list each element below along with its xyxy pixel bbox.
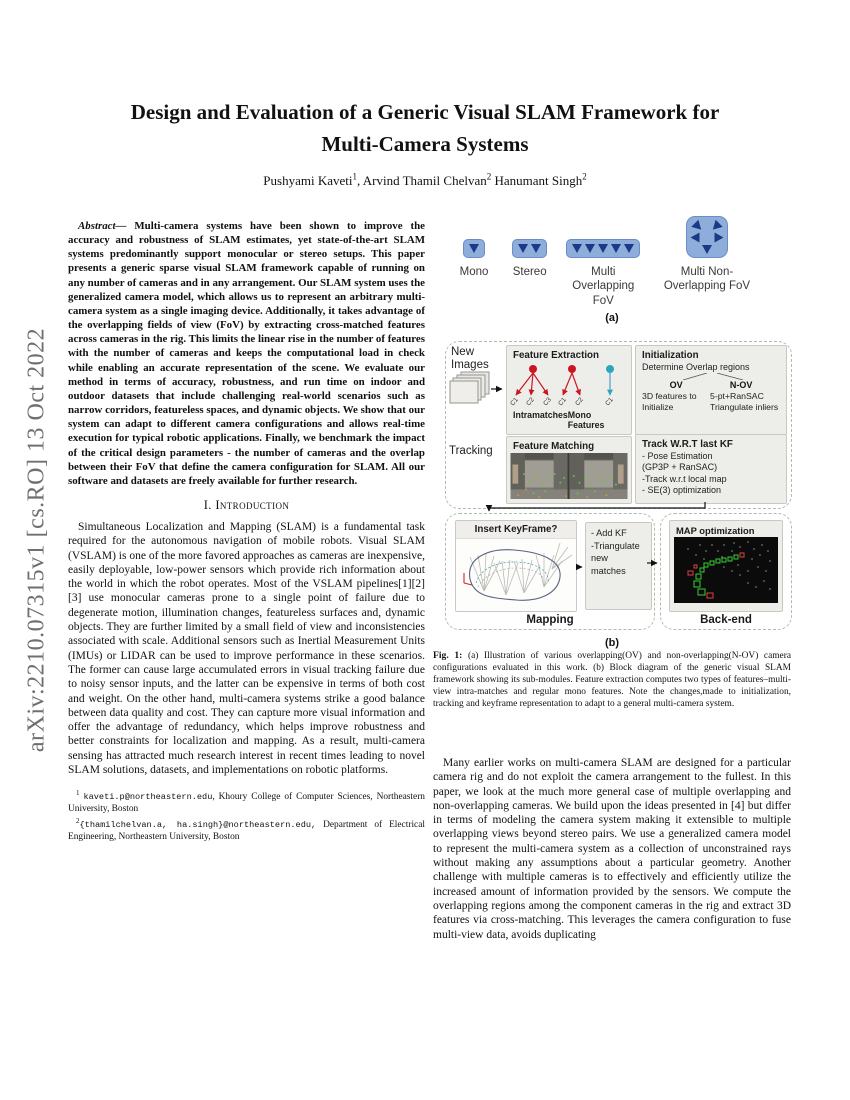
- section-heading-introduction: I. Introduction: [203, 497, 290, 512]
- figure1-caption-tag: Fig. 1:: [433, 650, 463, 661]
- add-kf-line: -Triangulate: [591, 540, 640, 551]
- right-column: [433, 210, 791, 1070]
- keyframe-sketch: [456, 539, 574, 609]
- config-mono: [453, 210, 495, 308]
- initialization-box: [635, 345, 787, 435]
- track-kf-line: -Track w.r.t local map: [642, 473, 727, 484]
- track-kf-line: (GP3P + RanSAC): [642, 462, 718, 473]
- add-kf-box: [585, 522, 652, 610]
- tracking-label: Tracking: [449, 445, 493, 457]
- nov-text: 5-pt+RanSAC Triangulate inliers: [710, 391, 779, 412]
- figure1-caption-text: (a) Illustration of various overlapping(OV) and non-overlapping(N-OV) camera configurations evaluated in this work. (b) Block diagram of the generic visual SLAM framework showing its sub-modules. Feature extraction computes two types of features–multi-view intra-matches and regular mono features. Note the changes,made to initialization, tracking and keyframe representation to adapt to a general multi-camera system.: [433, 651, 791, 709]
- map-optimization-title: MAP optimization: [676, 525, 755, 536]
- new-images-label: New Images: [451, 346, 489, 372]
- figure1a-camera-configs: [433, 210, 791, 324]
- add-kf-line: - Add KF: [591, 528, 627, 538]
- ov-text: 3D features to Initialize: [642, 391, 697, 412]
- add-kf-line: matches: [591, 565, 626, 576]
- mono-features-label: Mono Features: [567, 410, 605, 430]
- backend-label: Back-end: [700, 614, 752, 626]
- figure1-caption: [433, 650, 791, 711]
- map-optimization-box: [669, 520, 783, 612]
- initialization-determine: Determine Overlap regions: [642, 362, 750, 372]
- author-1: Pushyami Kaveti$^1$,: [263, 172, 361, 189]
- track-kf-title: Track W.R.T last KF: [642, 439, 733, 450]
- insert-keyframe-title: Insert KeyFrame?: [456, 521, 576, 539]
- intro-paragraph: Simultaneous Localization and Mapping (SLAM) is a fundamental task required for the autonomous navigation of mobile robots. Visual SLAM (VSLAM) is one of the more favored approaches as cameras are inexpensive, easily deployable, low-power sensors which provide rich information about the world in which the robot operates. Most of the VSLAM pipelines[1][2][3] use monocular cameras prone to a single point of failure due to degenerate motion, illumination changes, featureless surfaces and, dynamic objects. They are further limited by a small field of view and inconsistencies associated with scale. Additional sensors such as Inertial Measurement Units (IMUs) or LIDAR can be used to improve performance in these scenarios. The former can cause large accumulated errors in visual tracking failure due to noisy sensor inputs, and the latter can be expensive in terms of both cost and weight. On the other hand, multi-camera systems strike a good balance between data quality and cost. They can capture more visual information and offer the advantage of redundancy, which helps improve robustness and better constraints for localization and mapping. As a result, multi-camera sensing has attracted much research interest in recent times leading to novel SLAM solutions, datasets, and implementations on robotic platforms.: [68, 520, 425, 777]
- config-label: Multi Non-Overlapping FoV: [663, 266, 751, 293]
- right-paragraph: Many earlier works on multi-camera SLAM are designed for a particular camera rig and do not exploit the camera arrangement to the fullest. In this paper, we look at the much more general case of multiple overlapping and non-overlapping cameras. We build upon the ideas presented in [4] but differ in terms of modeling the camera system making it extensible to multiple overlapping views beyond stereo pairs. We use a generalized camera model to represent the multi-camera system as a collection of unconstrained rays without making any assumptions about a particular geometry. Another challenge with multiple cameras is to effectively and efficiently utilize the increased amount of information provided by the sensors. We compute the overlapping regions among the component cameras in the rig and extract 3D features via cross-matching. This leverages the camera configuration to fuse multi-view data, avoids duplicating: [433, 757, 791, 941]
- svg-text:C2: C2: [525, 396, 536, 408]
- config-stereo: [506, 210, 554, 308]
- svg-text:C2: C2: [574, 396, 585, 408]
- feature-matching-title: Feature Matching: [513, 441, 595, 452]
- multi-non-overlapping-camera-icon: [686, 216, 728, 258]
- figure1b-tag: (b): [604, 637, 620, 649]
- config-multi-overlapping: [564, 210, 642, 308]
- author-3: Hanumant Singh$^2$: [491, 172, 587, 189]
- multi-overlapping-camera-icon: [566, 239, 640, 258]
- figure1a-tag: (a): [605, 312, 619, 325]
- svg-text:C1: C1: [509, 396, 520, 408]
- feature-matching-box: [506, 436, 632, 504]
- figure1b-block-diagram: [433, 341, 791, 651]
- paper-title: Design and Evaluation of a Generic Visual SLAM Framework for Multi-Camera Systems: [130, 100, 720, 156]
- mono-camera-icon: [463, 239, 485, 258]
- svg-text:C1: C1: [604, 396, 615, 408]
- ov-label: OV: [669, 380, 683, 391]
- svg-text:C3: C3: [542, 396, 553, 408]
- mapping-label: Mapping: [526, 614, 574, 626]
- arxiv-sidebar-label: arXiv:2210.07315v1 [cs.RO] 13 Oct 2022: [23, 327, 50, 753]
- footnotes: [68, 788, 425, 844]
- intramatches-label: Intramatches: [513, 410, 568, 420]
- map-optimization-image: [674, 537, 778, 603]
- config-multi-non-overlapping: [653, 210, 761, 308]
- feature-extraction-graphic: [509, 362, 629, 410]
- track-kf-box: [635, 434, 787, 504]
- authors-line: [0, 172, 850, 189]
- author-2: Arvind Thamil Chelvan$^2$: [360, 172, 492, 189]
- footnote-2: $^2${thamilchelvan.a, ha.singh}@northeastern.edu, Department of Electrical Engineering, Northeastern University, Boston: [68, 817, 425, 843]
- footnote-1: $^1$ kaveti.p@northeastern.edu, Khoury College of Computer Sciences, Northeastern University, Boston: [68, 789, 425, 815]
- abstract-lead: Abstract—: [78, 220, 127, 232]
- feature-matching-image: [510, 453, 628, 499]
- feature-extraction-title: Feature Extraction: [513, 350, 600, 361]
- track-kf-line: - Pose Estimation: [642, 451, 713, 461]
- footnote-2-email: {thamilchelvan.a, ha.singh}@northeastern.edu,: [79, 820, 317, 831]
- config-label: Stereo: [512, 266, 547, 278]
- config-label: Mono: [459, 266, 489, 278]
- config-label: Multi Overlapping FoV: [572, 266, 635, 307]
- branch-lines: [641, 373, 781, 380]
- feature-extraction-box: [506, 345, 632, 435]
- abstract-body: Multi-camera systems have been shown to improve the accuracy and robustness of SLAM estimates, yet state-of-the-art SLAM systems predominantly support monocular or stereo setups. This paper presents a generic sparse visual SLAM framework capable of running on any number of cameras and in any arrangement. Our SLAM system uses the generalized camera model, which allows us to represent an arbitrary multi-camera system as a single imaging device. Additionally, it takes advantage of the overlapping fields of view (FoV) by extracting cross-matched features across cameras in the rig. This limits the linear rise in the number of features with the number of cameras and keeps the computational load in check while enabling an accurate representation of the scene. We evaluate our method in terms of accuracy, robustness, and run time on indoor and outdoor datasets that include challenging real-world scenarios such as narrow corridors, featureless spaces, and dynamic objects. We show that our system can adapt to different camera configurations and allows real-time execution for typical robotic applications. Finally, we benchmark the impact of the critical design parameters - the number of cameras and the overlap between their FoV that define the camera configuration for SLAM. All our software and datasets are freely available for further research.: [68, 220, 425, 487]
- track-kf-line: - SE(3) optimization: [642, 485, 722, 496]
- nov-label: N-OV: [729, 380, 753, 391]
- initialization-title: Initialization: [642, 350, 699, 361]
- insert-keyframe-box: [455, 520, 577, 612]
- abstract: [68, 219, 425, 488]
- footnote-1-email: kaveti.p@northeastern.edu: [83, 792, 213, 803]
- svg-text:C1: C1: [557, 396, 568, 408]
- add-kf-line: new: [591, 553, 608, 563]
- stereo-camera-icon: [512, 239, 547, 258]
- left-column: [68, 219, 425, 844]
